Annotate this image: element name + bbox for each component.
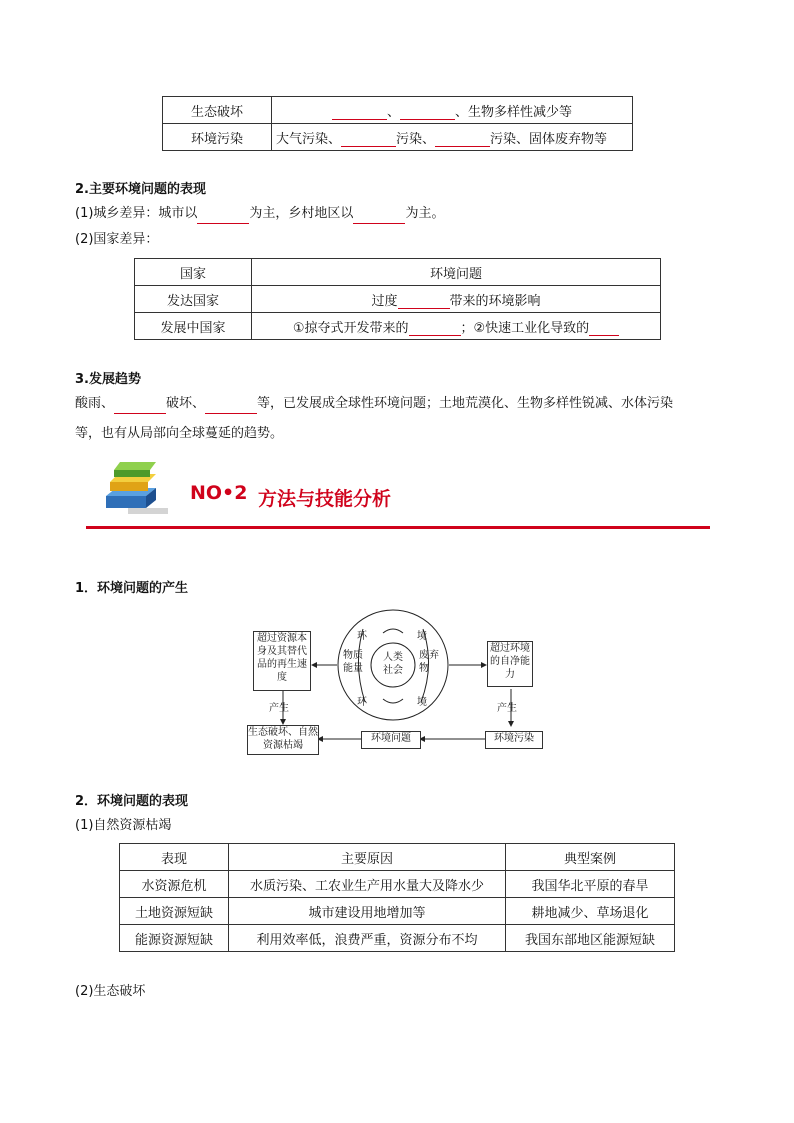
table-row [120,925,675,952]
table-cell: 水资源危机 [120,871,229,898]
table-country-differences [134,258,661,340]
answer-blank[interactable] [589,321,619,336]
diagram-label: 环 [357,631,367,642]
answer-blank[interactable] [409,321,461,336]
diagram-box-self-clean: 超过环境的自净能力 [487,641,533,687]
part-title: 1．环境问题的产生 [75,581,189,596]
answer-blank[interactable] [114,399,166,414]
table-cell: 我国东部地区能源短缺 [506,925,675,952]
table-cell: 能源资源短缺 [120,925,229,952]
answer-blank[interactable] [205,399,257,414]
diagram-label: 物质能量 [343,650,363,674]
paragraph: 酸雨、 破坏、 等，已发展成全球性环境问题；土地荒漠化、生物多样性锐减、水体污染 [75,394,725,414]
table-row [135,313,661,340]
table-row [135,286,661,313]
part-title: 2．环境问题的表现 [75,794,189,809]
diagram-label: 环 [357,697,367,708]
diagram-label: 产生 [269,703,289,714]
answer-blank[interactable] [341,132,396,147]
table-resource-depletion [119,843,675,952]
answer-blank[interactable] [353,209,405,224]
table-header: 表现 [120,844,229,871]
row-content: 大气污染、 污染、 污染、固体废弃物等 [272,124,633,151]
paragraph: 等，也有从局部向全球蔓延的趋势。 [75,426,284,441]
table-header: 主要原因 [229,844,506,871]
banner-divider [86,526,710,529]
row-label: 生态破坏 [163,97,272,124]
answer-blank[interactable] [398,294,450,309]
table-header: 国家 [135,259,252,286]
row-label: 环境污染 [163,124,272,151]
table-cell: 土地资源短缺 [120,898,229,925]
table-cell: 水质污染、工农业生产用水量大及降水少 [229,871,506,898]
table-row [135,259,661,286]
table-row [163,124,633,151]
table-row [120,898,675,925]
diagram-label: 产生 [497,703,517,714]
table-cell: 发达国家 [135,286,252,313]
table-cell: 过度 带来的环境影响 [252,286,661,313]
table-row [163,97,633,124]
answer-blank[interactable] [435,132,490,147]
diagram-box-resource: 超过资源本身及其替代品的再生速度 [253,631,311,691]
subheading: (1)自然资源枯竭 [75,818,172,833]
table-cell: 发展中国家 [135,313,252,340]
table-cell: ①掠夺式开发带来的 ；②快速工业化导致的 [252,313,661,340]
subheading: (2)生态破坏 [75,984,146,999]
table-environment-types [162,96,633,151]
environment-diagram [245,607,545,757]
table-cell: 我国华北平原的春旱 [506,871,675,898]
paragraph: (1)城乡差异：城市以 为主，乡村地区以 为主。 [75,204,444,224]
banner-number: NO•2 [190,482,248,504]
table-row [120,844,675,871]
diagram-label: 境 [417,631,427,642]
section-title: 3.发展趋势 [75,372,141,387]
table-cell: 耕地减少、草场退化 [506,898,675,925]
paragraph: (2)国家差异： [75,232,159,247]
answer-blank[interactable] [197,209,249,224]
answer-blank[interactable] [400,105,455,120]
books-icon [100,458,180,516]
section-title: 2.主要环境问题的表现 [75,182,206,197]
diagram-box-pollution: 环境污染 [485,731,543,749]
diagram-label: 废弃物 [419,650,439,674]
table-cell: 城市建设用地增加等 [229,898,506,925]
table-cell: 利用效率低，浪费严重，资源分布不均 [229,925,506,952]
answer-blank[interactable] [332,105,387,120]
table-row [120,871,675,898]
diagram-label: 人类社会 [383,652,403,676]
table-header: 环境问题 [252,259,661,286]
diagram-box-problem: 环境问题 [361,731,421,749]
banner-title: 方法与技能分析 [258,488,392,510]
row-content: 、 、生物多样性减少等 [272,97,633,124]
table-header: 典型案例 [506,844,675,871]
diagram-box-eco-damage: 生态破坏、自然资源枯竭 [247,725,319,755]
diagram-label: 境 [417,697,427,708]
